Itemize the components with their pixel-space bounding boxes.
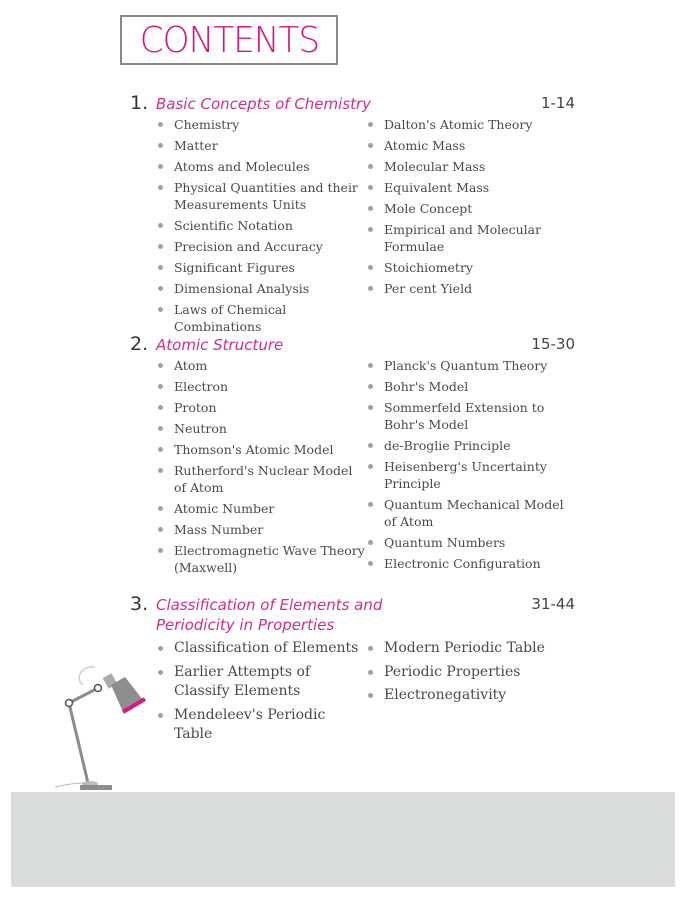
chapter-header [130,92,575,114]
topic-item[interactable]: Electromagnetic Wave Theory (Maxwell) [156,542,366,576]
chapter-page-range: 15-30 [531,335,575,353]
chapter-number: 3. [130,593,149,615]
topic-item[interactable]: Electron [156,378,366,395]
page-title: CONTENTS [139,19,319,61]
topic-item[interactable]: Quantum Mechanical Model of Atom [366,496,571,530]
topic-item[interactable]: Molecular Mass [366,158,571,175]
topic-item[interactable]: Scientific Notation [156,217,366,234]
topic-list-right [366,357,571,580]
topic-item[interactable]: Physical Quantities and their Measurements Units [156,179,366,213]
topic-item[interactable]: Precision and Accuracy [156,238,366,255]
chapter-page-range: 31-44 [531,595,575,613]
topic-item[interactable]: Chemistry [156,116,366,133]
topic-item[interactable]: Modern Periodic Table [366,639,571,659]
topic-item[interactable]: Mendeleev's Periodic Table [156,706,366,745]
topic-item[interactable]: Electronic Configuration [366,555,571,572]
topic-item[interactable]: Planck's Quantum Theory [366,357,571,374]
chapter-header [130,593,575,635]
topic-item[interactable]: Atoms and Molecules [156,158,366,175]
topic-item[interactable]: Per cent Yield [366,280,571,297]
topic-list-right [366,639,571,749]
topic-item[interactable]: Mass Number [156,521,366,538]
topic-item[interactable]: Proton [156,399,366,416]
topic-item[interactable]: Significant Figures [156,259,366,276]
topic-item[interactable]: Atomic Number [156,500,366,517]
chapter-number: 2. [130,333,149,355]
chapter-3 [130,593,575,749]
chapter-title[interactable]: Basic Concepts of Chemistry [156,95,372,113]
topic-item[interactable]: Atomic Mass [366,137,571,154]
topic-list-right [366,116,571,339]
topic-item[interactable]: Electronegativity [366,686,571,706]
chapter-1 [130,92,575,339]
topic-item[interactable]: Rutherford's Nuclear Model of Atom [156,462,366,496]
topic-item[interactable]: Earlier Attempts of Classify Elements [156,663,366,702]
topic-item[interactable]: Laws of Chemical Combinations [156,301,366,335]
topic-list-left [156,357,366,580]
topic-item[interactable]: Matter [156,137,366,154]
chapter-title[interactable]: Classification of Elements and Periodicity in Properties [156,596,383,634]
chapter-header [130,333,575,355]
topic-item[interactable]: Neutron [156,420,366,437]
topic-item[interactable]: Classification of Elements [156,639,366,659]
topic-item[interactable]: Mole Concept [366,200,571,217]
chapter-page-range: 1-14 [540,94,575,112]
chapter-number: 1. [130,92,149,114]
topic-item[interactable]: Thomson's Atomic Model [156,441,366,458]
topic-item[interactable]: Heisenberg's Uncertainty Principle [366,458,571,492]
topic-item[interactable]: Bohr's Model [366,378,571,395]
topic-item[interactable]: Quantum Numbers [366,534,571,551]
footer-band [11,792,675,887]
topic-item[interactable]: Empirical and Molecular Formulae [366,221,571,255]
chapter-2 [130,333,575,580]
topic-list-left [156,639,366,749]
desk-lamp-icon [55,655,165,795]
topic-item[interactable]: Dalton's Atomic Theory [366,116,571,133]
topic-item[interactable]: Periodic Properties [366,663,571,683]
topic-item[interactable]: Equivalent Mass [366,179,571,196]
topic-item[interactable]: Sommerfeld Extension to Bohr's Model [366,399,571,433]
topic-item[interactable]: Dimensional Analysis [156,280,366,297]
topic-list-left [156,116,366,339]
topic-item[interactable]: de-Broglie Principle [366,437,571,454]
contents-title-box [120,15,338,65]
topic-item[interactable]: Stoichiometry [366,259,571,276]
chapter-title[interactable]: Atomic Structure [156,336,284,354]
topic-item[interactable]: Atom [156,357,366,374]
